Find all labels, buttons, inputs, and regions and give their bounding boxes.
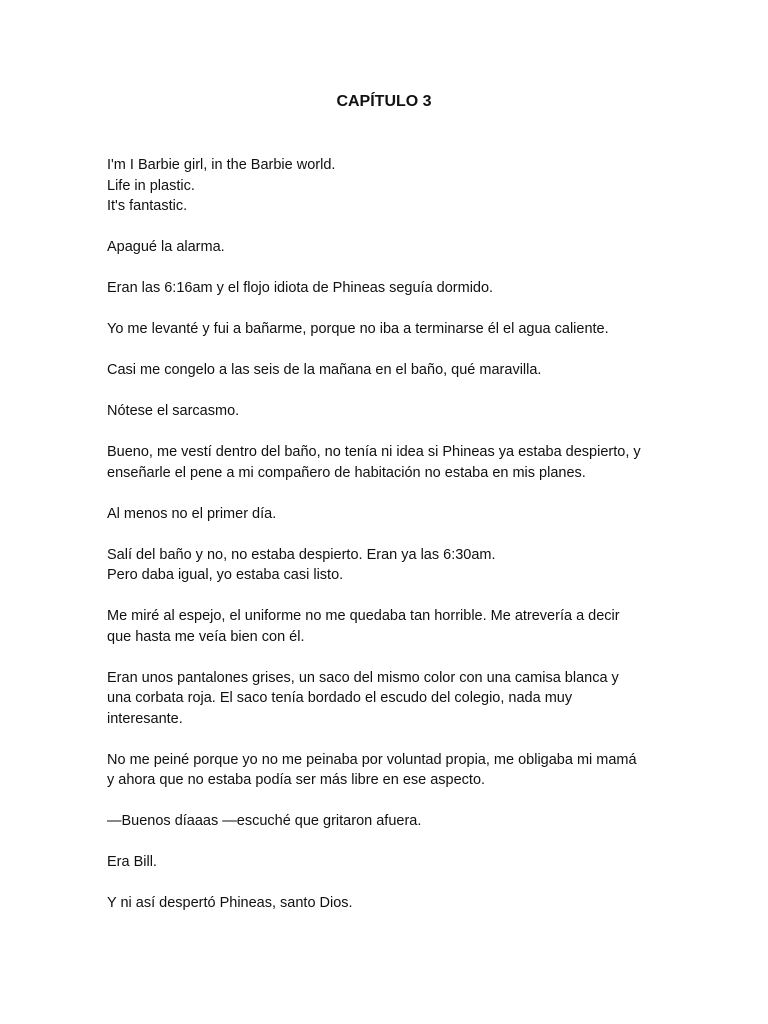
text-line: It's fantastic. <box>107 198 188 214</box>
text-line: enseñarle el pene a mi compañero de habitación no estaba en mis planes. <box>107 464 586 481</box>
text-line: Casi me congelo a las seis de la mañana en el baño, qué maravilla. <box>107 362 542 378</box>
paragraph <box>107 545 667 586</box>
text-line: Salí del baño y no, no estaba despierto. Eran ya las 6:30am. <box>107 546 496 563</box>
text-line: No me peiné porque yo no me peinaba por voluntad propia, me obligaba mi mamá <box>107 751 637 768</box>
paragraph <box>107 750 667 791</box>
paragraph <box>107 155 667 217</box>
text-line: Nótese el sarcasmo. <box>107 403 240 419</box>
paragraph <box>107 319 667 340</box>
text-line: Pero daba igual, yo estaba casi listo. <box>107 567 344 583</box>
paragraph <box>107 811 667 832</box>
paragraph <box>107 668 667 730</box>
paragraph <box>107 893 667 914</box>
paragraph <box>107 237 667 258</box>
text-line: Bueno, me vestí dentro del baño, no tenía ni idea si Phineas ya estaba despierto, y <box>107 444 641 460</box>
paragraph <box>107 360 667 381</box>
text-line: interesante. <box>107 710 183 727</box>
text-line: Eran las 6:16am y el flojo idiota de Phineas seguía dormido. <box>107 280 494 296</box>
text-line: Life in plastic. <box>107 177 195 194</box>
text-line: y ahora que no estaba podía ser más libre en ese aspecto. <box>107 772 486 788</box>
text-line: una corbata roja. El saco tenía bordado el escudo del colegio, nada muy <box>107 690 573 706</box>
text-line: Al menos no el primer día. <box>107 505 277 522</box>
text-line: I'm I Barbie girl, in the Barbie world. <box>107 157 336 173</box>
paragraph <box>107 504 667 525</box>
text-line: Y ni así despertó Phineas, santo Dios. <box>107 895 353 911</box>
text-line: Me miré al espejo, el uniforme no me quedaba tan horrible. Me atrevería a decir <box>107 608 620 624</box>
text-line: que hasta me veía bien con él. <box>107 628 305 645</box>
paragraph <box>107 278 667 299</box>
text-line: Apagué la alarma. <box>107 239 225 255</box>
chapter-body <box>107 155 667 934</box>
chapter-title: CAPÍTULO 3 <box>336 93 432 110</box>
paragraph <box>107 442 667 483</box>
paragraph <box>107 606 667 647</box>
text-line: —Buenos díaaas —escuché que gritaron afuera. <box>107 813 422 829</box>
paragraph <box>107 401 667 422</box>
paragraph <box>107 852 667 873</box>
text-line: Era Bill. <box>107 854 157 870</box>
text-line: Yo me levanté y fui a bañarme, porque no iba a terminarse él el agua caliente. <box>107 321 609 337</box>
text-line: Eran unos pantalones grises, un saco del mismo color con una camisa blanca y <box>107 669 619 686</box>
